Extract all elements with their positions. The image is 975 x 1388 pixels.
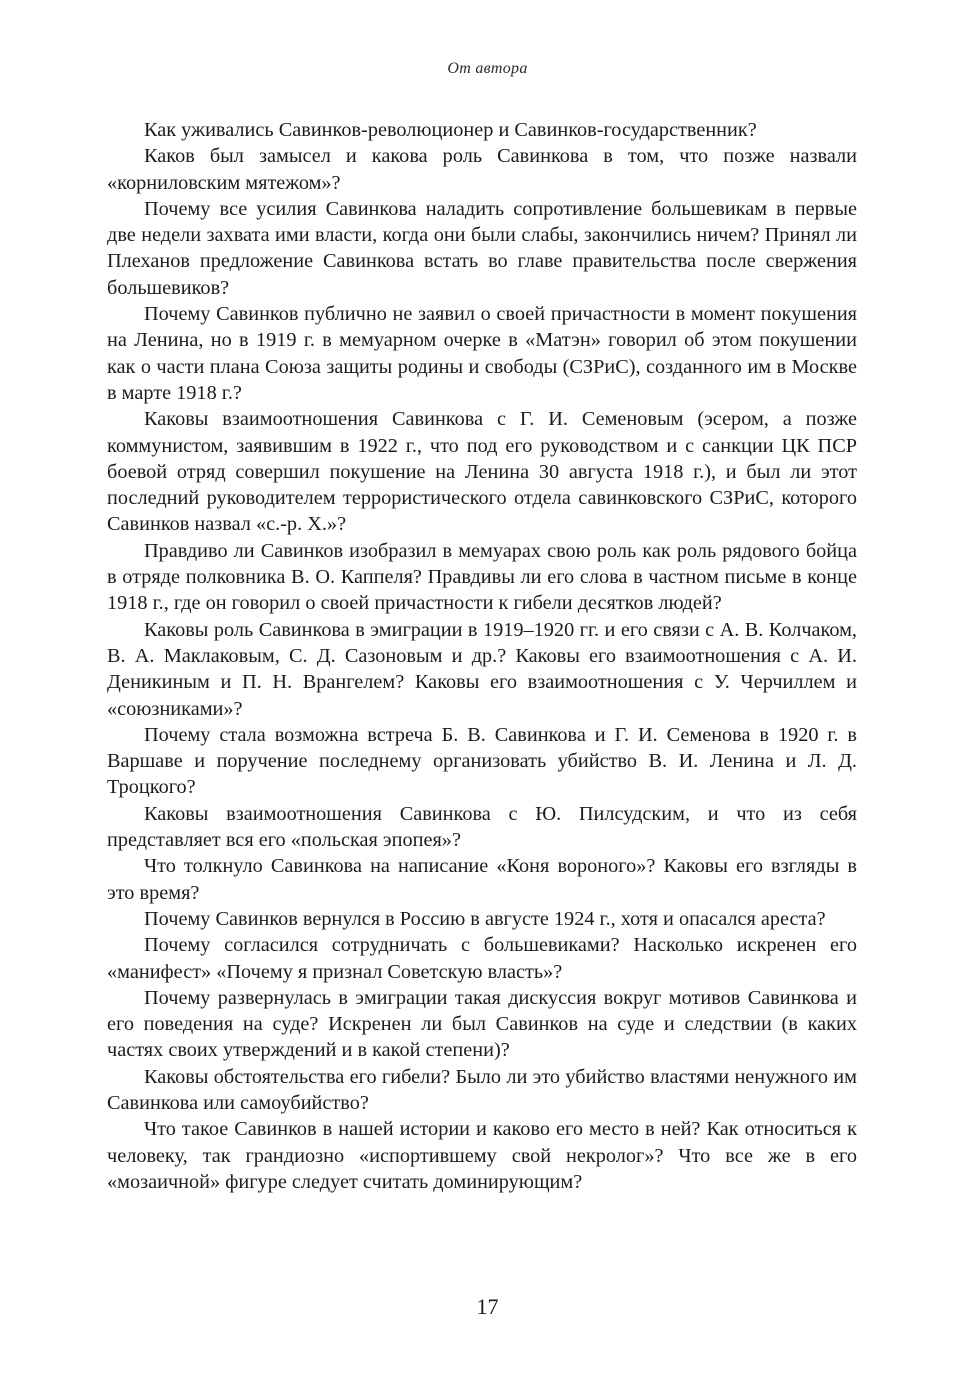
paragraph: Почему все усилия Савинкова наладить сопротивление большевикам в первые две недели захвата ими власти, когда они были слабы, закончились ничем? Принял ли Плеханов предложение Савинкова встать во главе правительства после свержения большевиков? (107, 197, 857, 299)
paragraph: Каковы взаимоотношения Савинкова с Ю. Пилсудским, и что из себя представляет вся его «польская эпопея»? (107, 802, 857, 852)
paragraph: Каковы взаимоотношения Савинкова с Г. И. Семеновым (эсером, а позже коммунистом, заявившим в 1922 г., что под его руководством и с санкции ЦК ПСР боевой отряд совершил покушение на Ленина 30 августа 1918 г.), и был ли этот последний руководителем террористического отдела савинковского СЗРиС, которого Савинков назвал «с.-р. Х.»? (107, 408, 857, 536)
running-head: От автора (447, 60, 528, 77)
page-number: 17 (476, 1294, 499, 1319)
paragraph: Каковы обстоятельства его гибели? Было ли это убийство властями ненужного им Савинкова или самоубийство? (107, 1065, 857, 1114)
paragraph: Каков был замысел и какова роль Савинкова в том, что позже назвали «корниловским мятежом»? (107, 145, 857, 194)
paragraph: Почему развернулась в эмиграции такая дискуссия вокруг мотивов Савинкова и его поведения на суде? Искренен ли был Савинков на суде и следствии (в каких частях своих утверждений и в какой степени)? (107, 986, 857, 1062)
paragraph: Почему согласился сотрудничать с большевиками? Насколько искренен его «манифест» «Почему я признал Советскую власть»? (107, 934, 857, 983)
paragraph: Почему Савинков вернулся в Россию в августе 1924 г., хотя и опасался ареста? (144, 907, 826, 930)
body-text (107, 117, 857, 1195)
paragraph: Что толкнуло Савинкова на написание «Коня вороного»? Каковы его взгляды в это время? (107, 855, 857, 904)
paragraph: Правдиво ли Савинков изобразил в мемуарах свою роль как роль рядового бойца в отряде полковника В. О. Каппеля? Правдивы ли его слова в частном письме в конце 1918 г., где он говорил о своей причастности к гибели десятков людей? (107, 539, 857, 615)
paragraph: Что такое Савинков в нашей истории и каково его место в ней? Как относиться к человеку, так грандиозно «испортившему свой некролог»? Что все же в его «мозаичной» фигуре следует считать доминирующим? (107, 1118, 857, 1193)
paragraph: Каковы роль Савинкова в эмиграции в 1919–1920 гг. и его связи с А. В. Колчаком, В. А. Маклаковым, С. Д. Сазоновым и др.? Каковы его взаимоотношения с А. И. Деникиным и П. Н. Врангелем? Каковы его взаимоотношения с У. Черчиллем и «союзниками»? (107, 618, 857, 720)
paragraph: Как уживались Савинков-революционер и Савинков-государственник? (144, 119, 757, 141)
paragraph: Почему стала возможна встреча Б. В. Савинкова и Г. И. Семенова в 1920 г. в Варшаве и поручение последнему организовать убийство В. И. Ленина и Л. Д. Троцкого? (107, 723, 857, 799)
paragraph: Почему Савинков публично не заявил о своей причастности в момент покушения на Ленина, но в 1919 г. в мемуарном очерке в «Матэн» говорил об этом покушении как о части плана Союза защиты родины и свободы (СЗРиС), созданного им в Москве в марте 1918 г.? (107, 303, 857, 404)
